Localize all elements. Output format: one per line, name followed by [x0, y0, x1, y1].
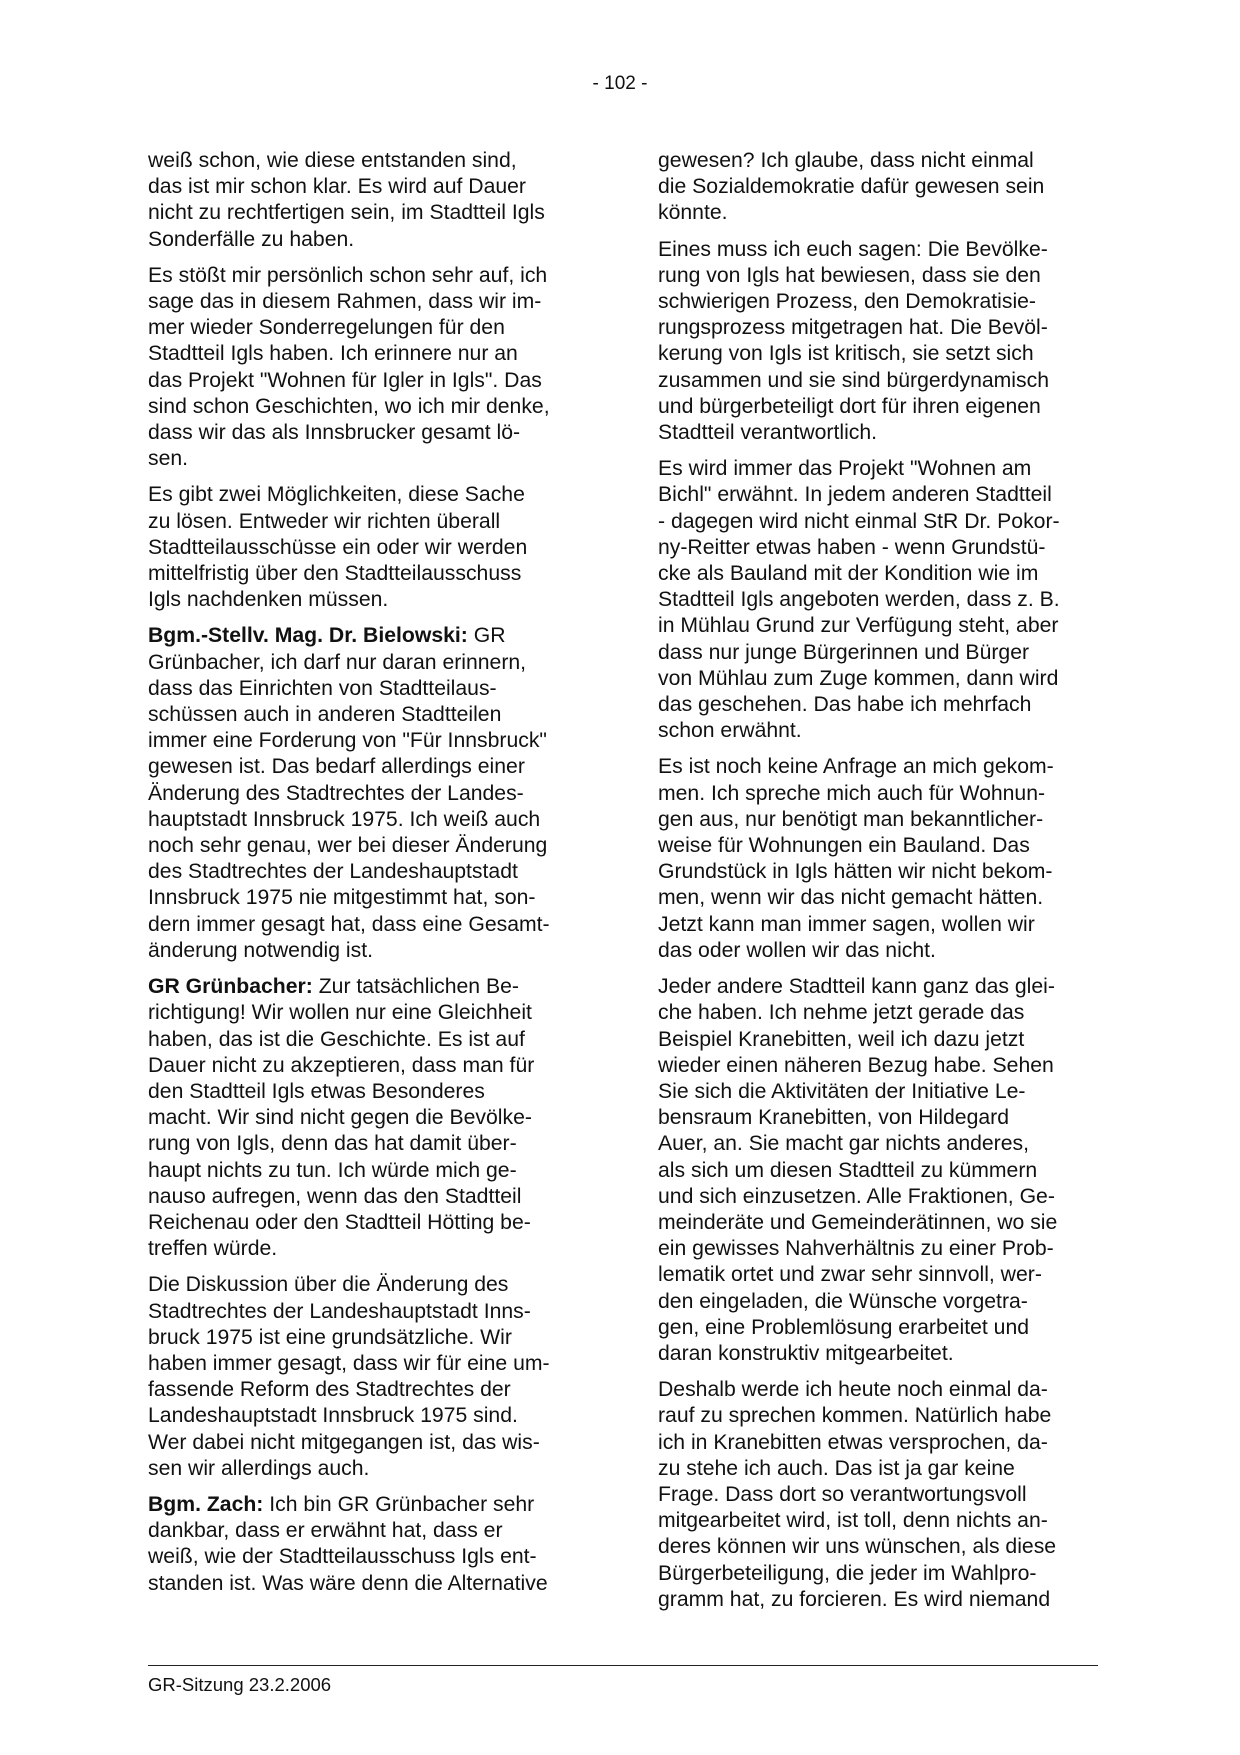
text-line: Frage. Dass dort so verantwortungsvoll [658, 1482, 1027, 1506]
text-line: men, wenn wir das nicht gemacht hätten. [658, 886, 1044, 910]
text-line: schüssen auch in anderen Stadtteilen [148, 703, 502, 727]
text-line: das oder wollen wir das nicht. [658, 938, 936, 962]
text-line: fassende Reform des Stadtrechtes der [148, 1378, 511, 1402]
speaker-paragraph [148, 1492, 586, 1597]
text-line: Es gibt zwei Möglichkeiten, diese Sache [148, 483, 525, 507]
text-line: Grundstück in Igls hätten wir nicht bekom- [658, 860, 1053, 884]
text-line: schon erwähnt. [658, 719, 802, 743]
text-line: gewesen ist. Das bedarf allerdings einer [148, 755, 525, 779]
text-line: zu lösen. Entweder wir richten überall [148, 509, 501, 533]
text-line: das geschehen. Das habe ich mehrfach [658, 693, 1032, 717]
paragraph [658, 1377, 1096, 1613]
text-line: Dauer nicht zu akzeptieren, dass man für [148, 1053, 535, 1077]
text-line: zusammen und sie sind bürgerdynamisch [658, 368, 1049, 392]
paragraph [658, 148, 1096, 227]
page-number: - 102 - [592, 73, 648, 94]
text-line: rung von Igls hat bewiesen, dass sie den [658, 263, 1041, 287]
text-line: gen aus, nur benötigt man bekanntlicher- [658, 807, 1044, 831]
text-line: Die Diskussion über die Änderung des [148, 1273, 509, 1297]
text-line: immer eine Forderung von "Für Innsbruck" [148, 729, 547, 753]
paragraph [148, 148, 586, 253]
text-line: Stadtteil Igls haben. Ich erinnere nur an [148, 342, 518, 366]
text-line: gen, eine Problemlösung erarbeitet und [658, 1315, 1030, 1339]
text-line: Auer, an. Sie macht gar nichts anderes, [658, 1132, 1029, 1156]
text-line: das Projekt "Wohnen für Igler in Igls". Das [148, 368, 542, 392]
text-line: bensraum Kranebitten, von Hildegard [658, 1106, 1009, 1130]
text-line: che haben. Ich nehme jetzt gerade das [658, 1001, 1025, 1025]
text-line: Änderung des Stadtrechtes der Landes- [148, 781, 524, 805]
text-line: cke als Bauland mit der Kondition wie im [658, 562, 1039, 586]
text-line: Bürgerbeteiligung, die jeder im Wahlpro- [658, 1561, 1037, 1585]
paragraph [658, 974, 1096, 1367]
text-line: Wer dabei nicht mitgegangen ist, das wis- [148, 1430, 540, 1454]
text-line: deres können wir uns wünschen, als diese [658, 1535, 1057, 1559]
text-line: Deshalb werde ich heute noch einmal da- [658, 1378, 1048, 1402]
text-line: Beispiel Kranebitten, weil ich dazu jetzt [658, 1027, 1025, 1051]
speaker-paragraph [148, 974, 586, 1262]
text-line: - dagegen wird nicht einmal StR Dr. Pokor- [658, 509, 1060, 533]
paragraph [148, 482, 586, 613]
text-line: Es ist noch keine Anfrage an mich gekom- [658, 755, 1054, 779]
text-line: die Sozialdemokratie dafür gewesen sein [658, 175, 1045, 199]
text-line: ny-Reitter etwas haben - wenn Grundstü- [658, 535, 1046, 559]
text-line: als sich um diesen Stadtteil zu kümmern [658, 1158, 1038, 1182]
text-line: schwierigen Prozess, den Demokratisie- [658, 290, 1036, 314]
paragraph [658, 456, 1096, 744]
text-line: noch sehr genau, wer bei dieser Änderung [148, 834, 548, 858]
text-line: weise für Wohnungen ein Bauland. Das [658, 834, 1030, 858]
text-line: Reichenau oder den Stadtteil Hötting be- [148, 1210, 531, 1234]
text-line: Es wird immer das Projekt "Wohnen am [658, 457, 1032, 481]
text-line: Stadtteil verantwortlich. [658, 421, 878, 445]
text-line: Grünbacher, ich darf nur daran erinnern, [148, 650, 527, 674]
text-line: zu stehe ich auch. Das ist ja gar keine [658, 1456, 1015, 1480]
text-line: ein gewisses Nahverhältnis zu einer Prob- [658, 1237, 1054, 1261]
speaker-name: Bgm.-Stellv. Mag. Dr. Bielowski: [148, 624, 468, 648]
text-line: rauf zu sprechen kommen. Natürlich habe [658, 1404, 1052, 1428]
text-line: dern immer gesagt hat, dass eine Gesamt- [148, 912, 550, 936]
text-line: und bürgerbeteiligt dort für ihren eigenen [658, 394, 1041, 418]
text-line: Ich bin GR Grünbacher sehr [263, 1492, 535, 1516]
text-line: standen ist. Was wäre denn die Alternative [148, 1571, 548, 1595]
text-line: ich in Kranebitten etwas versprochen, da- [658, 1430, 1048, 1454]
text-line: haben immer gesagt, dass wir für eine um- [148, 1351, 550, 1375]
text-line: sage das in diesem Rahmen, dass wir im- [148, 290, 542, 314]
text-line: kerung von Igls ist kritisch, sie setzt sich [658, 342, 1034, 366]
text-line: dass wir das als Innsbrucker gesamt lö- [148, 421, 521, 445]
text-line: wieder einen näheren Bezug habe. Sehen [658, 1053, 1054, 1077]
paragraph [148, 1272, 586, 1482]
text-line: macht. Wir sind nicht gegen die Bevölke- [148, 1106, 532, 1130]
speaker-paragraph [148, 623, 586, 964]
text-line: das ist mir schon klar. Es wird auf Dauer [148, 175, 526, 199]
footer-text: GR-Sitzung 23.2.2006 [148, 1674, 332, 1695]
text-line: Es stößt mir persönlich schon sehr auf, ich [148, 263, 548, 287]
text-line: des Stadtrechtes der Landeshauptstadt [148, 860, 518, 884]
text-line: den eingeladen, die Wünsche vorgetra- [658, 1289, 1028, 1313]
right-column [658, 148, 1096, 1623]
text-line: dankbar, dass er erwähnt hat, dass er [148, 1519, 503, 1543]
text-line: Stadtteilausschüsse ein oder wir werden [148, 535, 528, 559]
text-line: Sonderfälle zu haben. [148, 227, 355, 251]
text-line: bruck 1975 ist eine grundsätzliche. Wir [148, 1325, 512, 1349]
text-line: änderung notwendig ist. [148, 938, 373, 962]
text-line: könnte. [658, 201, 728, 225]
text-line: weiß, wie der Stadtteilausschuss Igls ent- [148, 1545, 537, 1569]
text-line: Landeshauptstadt Innsbruck 1975 sind. [148, 1404, 518, 1428]
text-line: mittelfristig über den Stadtteilausschuss [148, 562, 522, 586]
text-line: Zur tatsächlichen Be- [312, 975, 519, 999]
text-line: und sich einzusetzen. Alle Fraktionen, Ge- [658, 1184, 1055, 1208]
text-line: Jetzt kann man immer sagen, wollen wir [658, 912, 1035, 936]
text-line: sen. [148, 447, 189, 471]
text-line: rung von Igls, denn das hat damit über- [148, 1132, 517, 1156]
paragraph [658, 754, 1096, 964]
text-line: mer wieder Sonderregelungen für den [148, 316, 505, 340]
text-line: Igls nachdenken müssen. [148, 588, 389, 612]
text-line: gewesen? Ich glaube, dass nicht einmal [658, 149, 1034, 172]
text-line: treffen würde. [148, 1237, 278, 1261]
text-line: Innsbruck 1975 nie mitgestimmt hat, son- [148, 886, 536, 910]
text-line: nicht zu rechtfertigen sein, im Stadtteil Igls [148, 201, 545, 225]
footer-divider [148, 1665, 1098, 1666]
text-line: hauptstadt Innsbruck 1975. Ich weiß auch [148, 807, 541, 831]
text-line: Stadtteil Igls angeboten werden, dass z. B. [658, 588, 1060, 612]
speaker-name: Bgm. Zach: [148, 1492, 264, 1516]
text-line: dass das Einrichten von Stadtteilaus- [148, 676, 497, 700]
paragraph [658, 237, 1096, 447]
speaker-name: GR Grünbacher: [148, 975, 313, 999]
text-line: daran konstruktiv mitgearbeitet. [658, 1341, 954, 1365]
text-line: sen wir allerdings auch. [148, 1456, 370, 1480]
text-line: mitgearbeitet wird, ist toll, denn nichts an- [658, 1509, 1048, 1533]
text-line: GR [467, 624, 506, 648]
text-line: gramm hat, zu forcieren. Es wird niemand [658, 1587, 1051, 1611]
text-line: sind schon Geschichten, wo ich mir denke, [148, 394, 550, 418]
text-line: rungsprozess mitgetragen hat. Die Bevöl- [658, 316, 1048, 340]
text-line: Sie sich die Aktivitäten der Initiative Le- [658, 1079, 1026, 1103]
text-line: richtigung! Wir wollen nur eine Gleichheit [148, 1001, 532, 1025]
text-line: Bichl" erwähnt. In jedem anderen Stadtteil [658, 483, 1052, 507]
text-line: meinderäte und Gemeinderätinnen, wo sie [658, 1210, 1058, 1234]
text-line: haben, das ist die Geschichte. Es ist auf [148, 1027, 525, 1051]
text-line: Stadtrechtes der Landeshauptstadt Inns- [148, 1299, 531, 1323]
text-line: haupt nichts zu tun. Ich würde mich ge- [148, 1158, 517, 1182]
left-column [148, 148, 586, 1607]
text-line: den Stadtteil Igls etwas Besonderes [148, 1079, 485, 1103]
text-line: lematik ortet und zwar sehr sinnvoll, wer- [658, 1263, 1042, 1287]
text-line: weiß schon, wie diese entstanden sind, [148, 149, 517, 172]
text-line: Eines muss ich euch sagen: Die Bevölke- [658, 237, 1048, 261]
text-line: von Mühlau zum Zuge kommen, dann wird [658, 666, 1059, 690]
text-line: men. Ich spreche mich auch für Wohnun- [658, 781, 1046, 805]
paragraph [148, 263, 586, 473]
text-line: Jeder andere Stadtteil kann ganz das glei- [658, 975, 1055, 999]
text-line: dass nur junge Bürgerinnen und Bürger [658, 640, 1030, 664]
text-line: in Mühlau Grund zur Verfügung steht, aber [658, 614, 1059, 638]
text-line: nauso aufregen, wenn das den Stadtteil [148, 1184, 522, 1208]
